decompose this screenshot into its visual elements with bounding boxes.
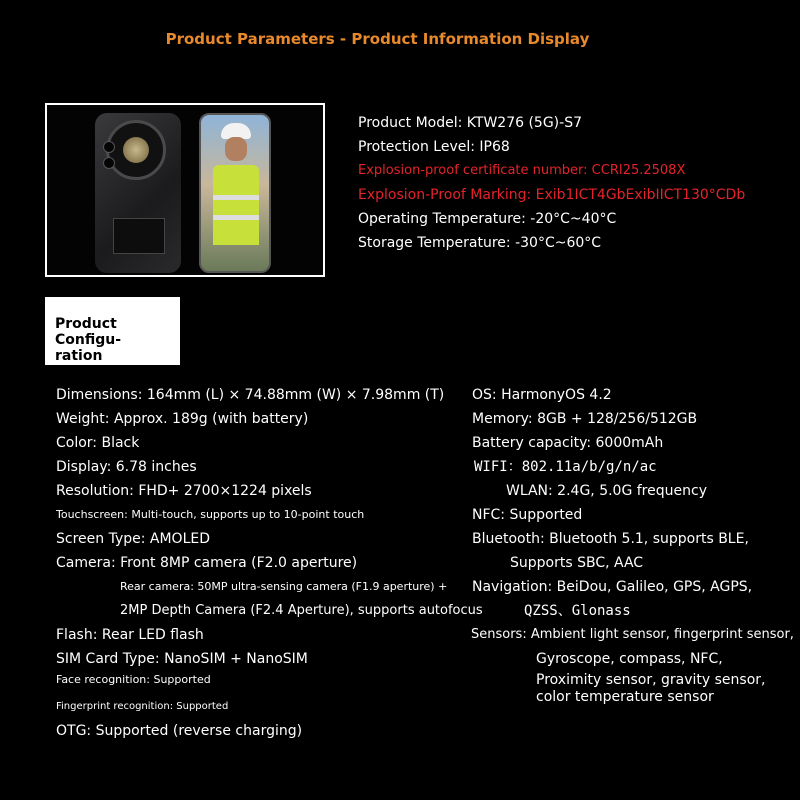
spec-os: OS: HarmonyOS 4.2: [472, 387, 612, 403]
spec-navigation-extra: QZSS、Glonass: [524, 603, 631, 619]
spec-wlan: WLAN: 2.4G, 5.0G frequency: [506, 483, 707, 499]
spec-fingerprint: Fingerprint recognition: Supported: [56, 701, 229, 712]
page-title: Product Parameters - Product Information Display: [165, 30, 590, 48]
operating-temperature: Operating Temperature: -20°C~40°C: [358, 211, 617, 227]
spec-camera-rear: Rear camera: 50MP ultra-sensing camera (F1.9 aperture) +: [120, 580, 448, 593]
vest-stripe: [213, 195, 259, 200]
spec-camera-front: Camera: Front 8MP camera (F2.0 aperture): [56, 555, 358, 571]
spec-sensors-line-3: Proximity sensor, gravity sensor,: [536, 672, 766, 688]
spec-dimensions: Dimensions: 164mm (L) × 74.88mm (W) × 7.98mm (T): [56, 387, 445, 403]
spec-flash: Flash: Rear LED flash: [56, 627, 204, 643]
camera-module-icon: [106, 120, 166, 180]
phone-front-image: [199, 113, 271, 273]
spec-weight: Weight: Approx. 189g (with battery): [56, 411, 309, 427]
storage-temperature: Storage Temperature: -30°C~60°C: [358, 235, 602, 251]
spec-bluetooth: Bluetooth: Bluetooth 5.1, supports BLE,: [472, 531, 749, 547]
spec-sim: SIM Card Type: NanoSIM + NanoSIM: [56, 651, 308, 667]
camera-lens-icon: [123, 137, 149, 163]
sensor-icon: [103, 157, 115, 169]
explosion-proof-marking: Explosion-Proof Marking: Exib1ICT4GbExibIICT130°CDb: [358, 187, 746, 203]
spec-sensors-line-2: Gyroscope, compass, NFC,: [536, 651, 723, 667]
spec-memory: Memory: 8GB + 128/256/512GB: [472, 411, 698, 427]
spec-navigation: Navigation: BeiDou, Galileo, GPS, AGPS,: [472, 579, 753, 595]
spec-bluetooth-codecs: Supports SBC, AAC: [510, 555, 644, 571]
explosion-proof-certificate: Explosion-proof certificate number: CCRI25.2508X: [358, 163, 686, 178]
product-model: Product Model: KTW276 (5G)-S7: [358, 115, 582, 131]
certification-plate: [113, 218, 165, 254]
spec-screen-type: Screen Type: AMOLED: [56, 531, 211, 547]
spec-camera-depth: 2MP Depth Camera (F2.4 Aperture), supports autofocus: [120, 603, 483, 618]
spec-otg: OTG: Supported (reverse charging): [56, 723, 303, 739]
flash-icon: [103, 141, 115, 153]
spec-color: Color: Black: [56, 435, 140, 451]
protection-level: Protection Level: IP68: [358, 139, 510, 155]
product-info-list: [358, 114, 745, 258]
spec-touchscreen: Touchscreen: Multi-touch, supports up to 10-point touch: [56, 508, 365, 521]
safety-vest: [213, 165, 259, 245]
spec-wifi: WIFI：802.11a/b/g/n/ac: [474, 459, 657, 475]
spec-sensors: Sensors: Ambient light sensor, fingerprint sensor,: [471, 627, 794, 642]
phone-back-image: [95, 113, 181, 273]
config-heading-line-1: Product Configu-: [55, 316, 122, 348]
config-heading-line-2: ration: [55, 348, 103, 364]
worker-face: [225, 137, 247, 161]
config-heading: [45, 297, 180, 365]
spec-nfc: NFC: Supported: [472, 507, 583, 523]
spec-sensors-line-4: color temperature sensor: [536, 689, 714, 705]
spec-battery: Battery capacity: 6000mAh: [472, 435, 664, 451]
vest-stripe: [213, 215, 259, 220]
product-photo: [45, 103, 325, 277]
spec-display: Display: 6.78 inches: [56, 459, 197, 475]
spec-face-recognition: Face recognition: Supported: [56, 673, 211, 686]
spec-resolution: Resolution: FHD+ 2700×1224 pixels: [56, 483, 312, 499]
